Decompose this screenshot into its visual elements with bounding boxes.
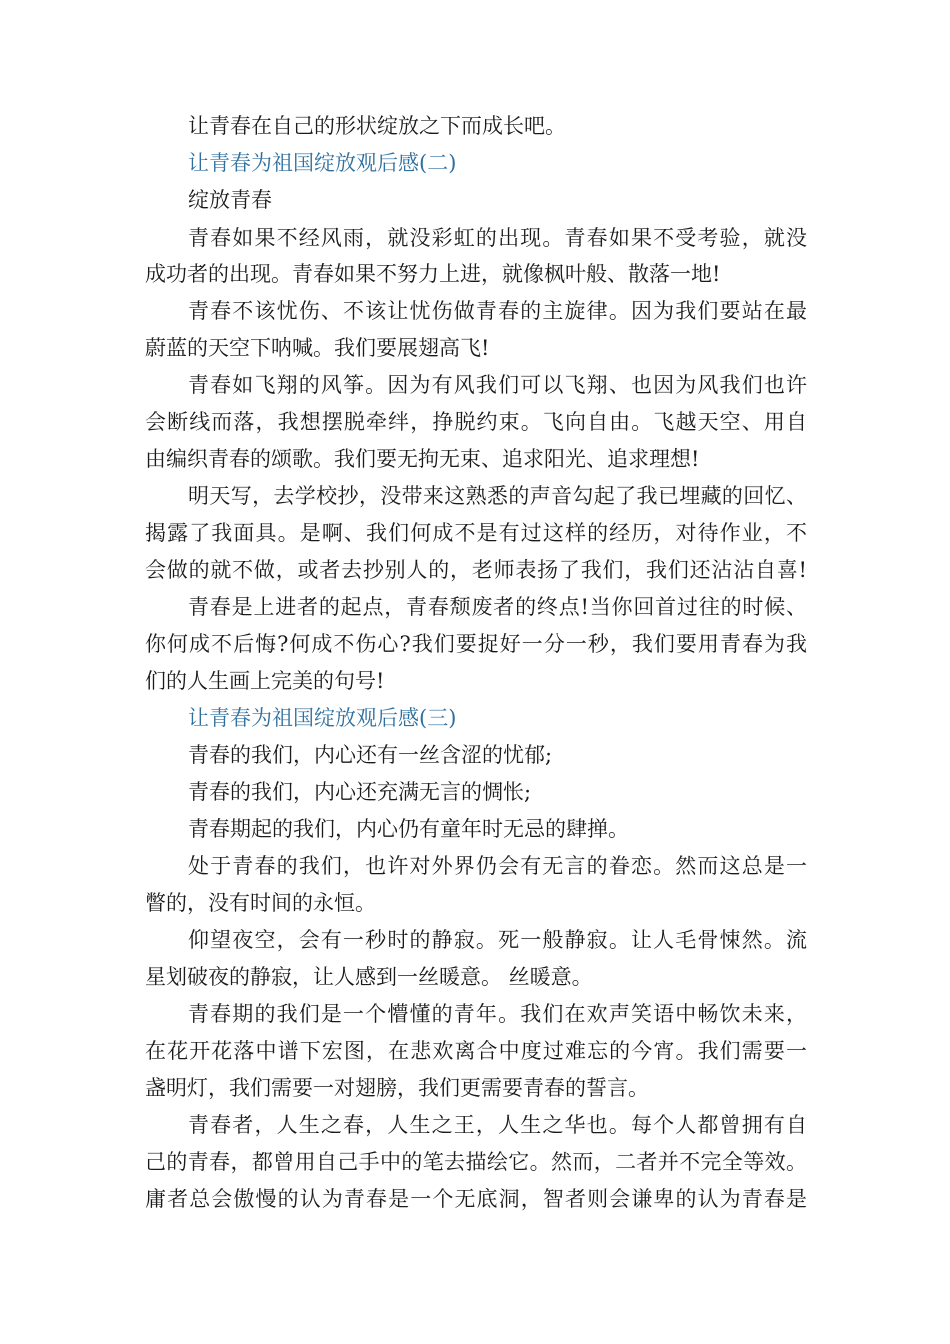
body-line: 青春期起的我们，内心仍有童年时无忌的肆掸。	[188, 817, 629, 841]
body-line: 在花开花落中谱下宏图，在悲欢离合中度过难忘的今宵。我们需要一	[145, 1039, 807, 1063]
essay-title: 绽放青春	[188, 188, 272, 212]
body-line: 青春期的我们是一个懵懂的青年。我们在欢声笑语中畅饮未来，	[188, 1002, 807, 1026]
body-line: 们的人生画上完美的句号!	[145, 669, 385, 693]
body-line: 会做的就不做，或者去抄别人的，老师表扬了我们，我们还沾沾自喜!	[145, 558, 807, 582]
body-line: 让青春在自己的形状绽放之下而成长吧。	[188, 114, 566, 138]
body-line: 仰望夜空，会有一秒时的静寂。死一般静寂。让人毛骨悚然。流	[188, 928, 807, 952]
body-line: 星划破夜的静寂，让人感到一丝暖意。 丝暖意。	[145, 965, 593, 989]
body-line: 庸者总会傲慢的认为青春是一个无底洞，智者则会谦卑的认为青春是	[145, 1187, 807, 1211]
body-line: 青春者，人生之春，人生之王，人生之华也。每个人都曾拥有自	[188, 1113, 807, 1137]
body-line: 青春如果不经风雨，就没彩虹的出现。青春如果不受考验，就没	[188, 226, 807, 250]
body-line: 处于青春的我们，也许对外界仍会有无言的眷恋。然而这总是一	[188, 854, 807, 878]
body-line: 会断线而落，我想摆脱牵绊，挣脱约束。飞向自由。飞越天空、用自	[145, 410, 807, 434]
body-line: 瞥的，没有时间的永恒。	[145, 891, 376, 915]
body-line: 明天写，去学校抄，没带来这熟悉的声音勾起了我已埋藏的回忆、	[188, 484, 807, 508]
body-line: 揭露了我面具。是啊、我们何成不是有过这样的经历，对待作业，不	[145, 521, 807, 545]
body-line: 青春的我们，内心还充满无言的惆怅;	[188, 780, 532, 804]
section-heading-3: 让青春为祖国绽放观后感(三)	[188, 706, 457, 730]
body-line: 成功者的出现。青春如果不努力上进，就像枫叶般、散落一地!	[145, 262, 721, 286]
body-line: 青春的我们，内心还有一丝含涩的忧郁;	[188, 743, 553, 767]
body-line: 己的青春，都曾用自己手中的笔去描绘它。然而，二者并不完全等效。	[145, 1150, 807, 1174]
section-heading-2: 让青春为祖国绽放观后感(二)	[188, 151, 457, 175]
body-line: 青春是上进者的起点，青春颓废者的终点!当你回首过往的时候、	[188, 595, 807, 619]
body-line: 你何成不后悔?何成不伤心?我们要捉好一分一秒，我们要用青春为我	[145, 632, 807, 656]
body-line: 盏明灯，我们需要一对翅膀，我们更需要青春的誓言。	[145, 1076, 649, 1100]
body-line: 蔚蓝的天空下呐喊。我们要展翅高飞!	[145, 336, 490, 360]
body-line: 由编织青春的颂歌。我们要无拘无束、追求阳光、追求理想!	[145, 447, 700, 471]
body-line: 青春不该忧伤、不该让忧伤做青春的主旋律。因为我们要站在最	[188, 299, 807, 323]
body-line: 青春如飞翔的风筝。因为有风我们可以飞翔、也因为风我们也许	[188, 373, 807, 397]
